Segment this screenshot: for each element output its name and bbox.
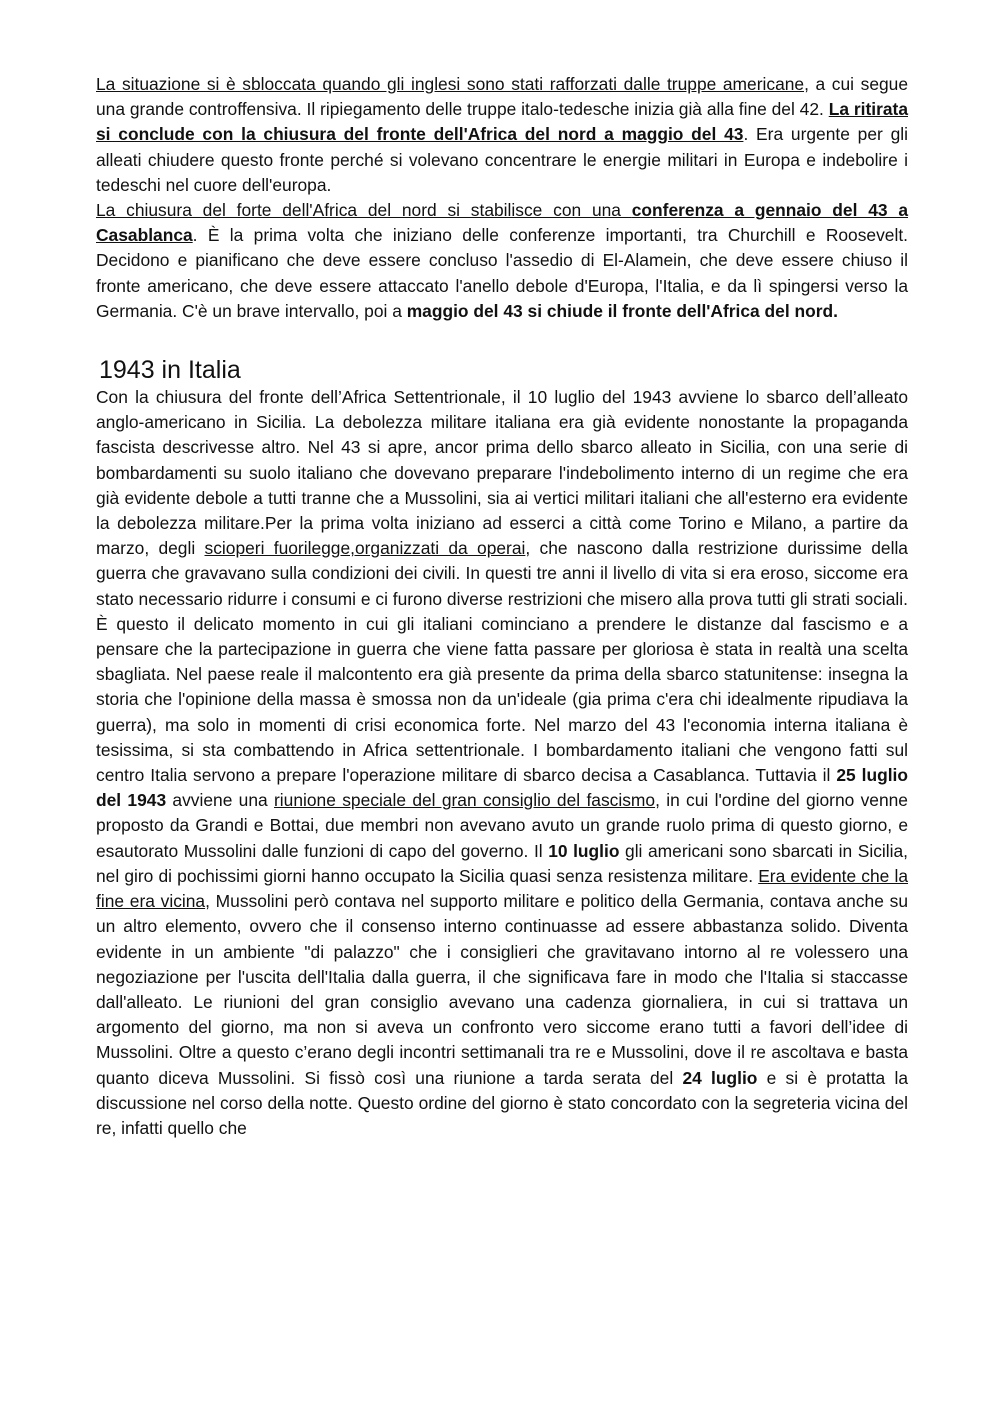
- document-page: [96, 72, 908, 1141]
- bold-underlined-text: La ritirata si conclude con la chiusura del fronte dell'Africa del nord a maggio del 43: [96, 99, 908, 145]
- bold-text: 24 luglio: [682, 1067, 758, 1088]
- underlined-text: scioperi fuorilegge,organizzati da operai: [204, 538, 526, 559]
- underlined-text: La situazione si è sbloccata quando gli inglesi sono stati rafforzati dalle truppe americane,: [96, 74, 809, 94]
- body-text: , Mussolini però contava nel supporto militare e politico della Germania, contava anche su un altro elemento, ovvero che il consenso interno continuasse ad essere abbastanza solido. Diventa evidente in un ambiente "di palazzo" che i consiglieri che gravitavano intorno al re volessero una negoziazione per l'uscita dell'Italia dalla guerra, il che significava fare in modo che l'Italia si staccasse dall'alleato. Le riunioni del gran consiglio avevano una cadenza giornaliera, in cui si trattava un argomento del giorno, ma non si aveva un confronto vero siccome erano tutti a favori dell’idee di Mussolini. Oltre a questo c’erano degli incontri settimanali tra re e Mussolini, dove il re ascoltava e basta quanto diceva Mussolini. Si fissò così una riunione a tarda serata del: [96, 891, 908, 1088]
- paragraph-conclusione-africa: [96, 72, 908, 198]
- bold-text: 25 luglio del 1943: [96, 765, 908, 811]
- body-text: avviene una: [166, 790, 275, 811]
- paragraph-1943-italia: [96, 385, 908, 1141]
- underlined-text: Era evidente che la fine era vicina: [96, 865, 908, 912]
- section-heading: 1943 in Italia: [99, 356, 241, 385]
- body-text: Con la chiusura del fronte dell’Africa Settentrionale, il 10 luglio del 1943 avviene lo sbarco dell’alleato anglo-americano in Sicilia. La debolezza militare italiana era già evidente nonostante la propaganda fascista descrivesse altro. Nel 43 si apre, ancor prima dello sbarco alleato in Sicilia, con una serie di bombardamenti su suolo italiano che dovevano preparare l'indebolimento interno di un regime che era già evidente debole a tutti tranne che a Mussolini, sia ai vertici militari italiani che all'esterno era evidente la debolezza militare.Per la prima volta iniziano ad esserci a città come Torino e Milano, a partire da marzo, degli: [96, 387, 908, 559]
- body-text: a cui segue una grande controffensiva. Il ripiegamento delle truppe italo-tedesche inizia già alla fine del 42.: [96, 74, 909, 120]
- body-text: gli americani sono sbarcati in Sicilia, nel giro di pochissimi giorni hanno occupato la Sicilia quasi senza resistenza militare.: [96, 840, 908, 886]
- body-text: e si è protatta la discussione nel corso della notte. Questo ordine del giorno è stato concordato con la segreteria vicina del re, infatti quello che: [96, 1067, 908, 1138]
- body-text: , che nascono dalla restrizione durissime della guerra che gravavano sulla condizioni dei civili. In questi tre anni il livello di vita si era eroso, siccome era stato necessario ridurre i consumi e ci furono diverse restrizioni che misero alla prova tutti gli strati sociali. È questo il delicato momento in cui gli italiani cominciano a prendere le distanze dal fascismo e a pensare che la partecipazione in guerra che viene fatta passare per gloriosa è stata in realtà una scelta sbagliata. Nel paese reale il malcontento era già presente da prima della sbarco statunitense: insegna la storia che l'opinione della massa è smossa non da un'ideale (gia prima c'era chi idealmente ripudiava la guerra), ma solo in momenti di crisi economica forte. Nel marzo del 43 l'economia interna italiana è tesissima, si sta combattendo in Africa settentrionale. I bombardamento italiani che vengono fatti sul centro Italia servono a prepare l'operazione militare di sbarco decisa a Casablanca. Tuttavia il: [96, 538, 908, 786]
- bold-text: maggio del 43 si chiude il fronte dell'Africa del nord.: [406, 300, 838, 321]
- bold-text: 10 luglio: [548, 840, 620, 861]
- body-text: . Era urgente per gli alleati chiudere questo fronte perché si volevano concentrare le energie militari in Europa e indebolire i tedeschi nel cuore dell'europa.: [96, 124, 908, 195]
- body-text: . È la prima volta che iniziano delle conferenze importanti, tra Churchill e Roosevelt. Decidono e pianificano che deve essere concluso l'assedio di El-Alamein, che deve essere chiuso il fronte americano, che deve essere attaccato l'anello debole d'Europa, l'Italia, e da lì spingersi verso la Germania. C'è un brave intervallo, poi a: [96, 225, 908, 321]
- underlined-text: La chiusura del forte dell'Africa del nord si stabilisce con una: [96, 200, 632, 221]
- paragraph-casablanca: [96, 198, 908, 324]
- body-text: , in cui l'ordine del giorno venne proposto da Grandi e Bottai, due membri non avevano avuto un grande ruolo prima di questo giorno, e esautorato Mussolini dalle funzioni di capo del governo. Il: [96, 790, 908, 861]
- underlined-text: riunione speciale del gran consiglio del fascismo: [274, 790, 656, 811]
- bold-underlined-text: conferenza a gennaio del 43 a Casablanca: [96, 200, 909, 246]
